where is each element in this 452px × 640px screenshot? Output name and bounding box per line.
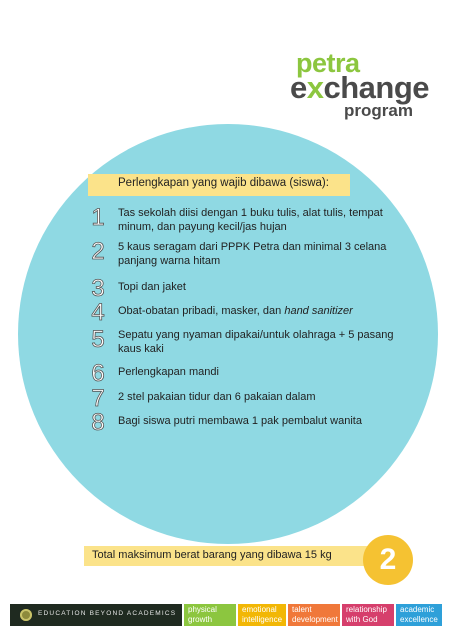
footer-bar [10, 604, 442, 626]
tag-line2: excellence [400, 615, 438, 624]
tag-line2: with God [346, 615, 378, 624]
item-text: Bagi siswa putri membawa 1 pak pembalut wanita [118, 415, 362, 427]
item-number: 1 [91, 204, 105, 231]
page-number-badge: 2 [363, 535, 413, 585]
tag-line2: intelligence [242, 615, 283, 624]
item-text: 5 kaus seragam dari PPPK Petra dan minimal 3 celana panjang warna hitam [118, 241, 387, 267]
item-text: Perlengkapan mandi [118, 366, 219, 378]
school-emblem-icon [20, 609, 32, 621]
logo-petra-text: petra [296, 48, 360, 78]
logo-x: x [306, 70, 324, 105]
item-number: 4 [91, 299, 105, 326]
item-text-plain: Obat-obatan pribadi, masker, dan [118, 305, 285, 317]
footer-tag-physical-growth [184, 604, 236, 626]
tag-line2: growth [188, 615, 213, 624]
footer-tag-academic-excellence [396, 604, 442, 626]
total-weight-text: Total maksimum berat barang yang dibawa 15 kg [92, 549, 332, 561]
item-number: 6 [91, 360, 105, 387]
tag-line1: relationship [346, 605, 387, 614]
item-text [118, 304, 398, 318]
logo-e: e [290, 70, 307, 105]
logo-exchange-text [290, 72, 429, 103]
total-highlight [84, 546, 378, 566]
footer-tagline: EDUCATION BEYOND ACADEMICS [38, 610, 177, 617]
item-text-italic: hand sanitizer [284, 305, 353, 317]
item-number: 2 [91, 238, 105, 265]
list-heading: Perlengkapan yang wajib dibawa (siswa): [118, 177, 329, 189]
item-text: Tas sekolah diisi dengan 1 buku tulis, alat tulis, tempat minum, dan payung kecil/jas hujan [118, 207, 383, 233]
heading-highlight [88, 174, 350, 196]
tag-line1: academic [400, 605, 435, 614]
petra-exchange-logo [290, 50, 430, 120]
footer-tag-talent-development [288, 604, 340, 626]
footer-tag-emotional-intelligence [238, 604, 286, 626]
tag-line2: development [292, 615, 338, 624]
tag-line1: talent [292, 605, 312, 614]
footer-brand [10, 604, 182, 626]
item-number: 8 [91, 409, 105, 436]
tag-line1: physical [188, 605, 217, 614]
tag-line1: emotional [242, 605, 277, 614]
item-number: 7 [91, 385, 105, 412]
item-text: 2 stel pakaian tidur dan 6 pakaian dalam [118, 391, 316, 403]
logo-change: change [323, 70, 430, 105]
item-text: Sepatu yang nyaman dipakai/untuk olahraga + 5 pasang kaus kaki [118, 329, 394, 355]
item-number: 5 [91, 326, 105, 353]
item-text: Topi dan jaket [118, 281, 186, 293]
footer-tag-relationship-with-god [342, 604, 394, 626]
item-number: 3 [91, 275, 105, 302]
logo-program-text: program [344, 101, 413, 120]
